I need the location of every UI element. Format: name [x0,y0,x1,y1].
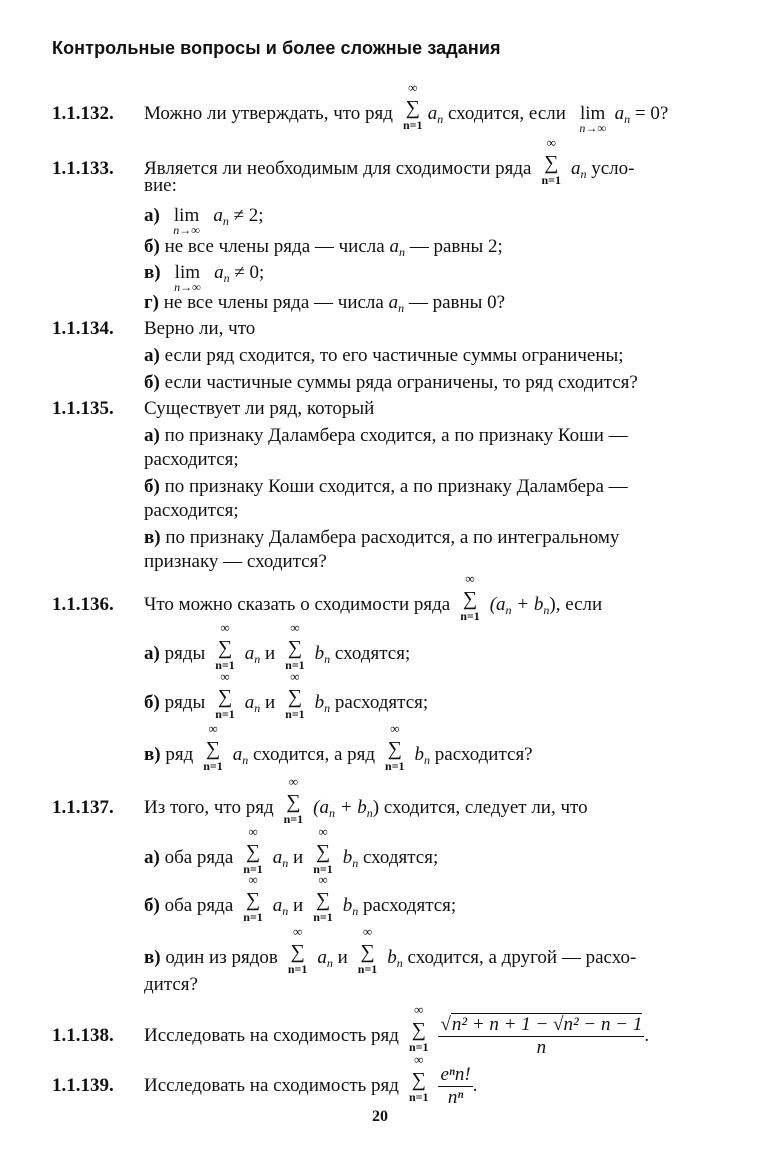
item-137-v: в) один из рядов ∞ ∑ n=1 $a_n$ и ∞ ∑ n=1 $b_n$ сходится, а другой — расхо- [144,924,637,976]
item-133-a: а) lim n→∞ $a_n \ne 2$; [144,205,264,237]
problem-1-1-134: 1.1.134. Верно ли, что [52,318,256,339]
item-135-b: б) по признаку Коши сходится, а по признаку Даламбера — [144,476,628,497]
problem-1-1-132: 1.1.132. Можно ли утверждать, что ряд ∞ ∑ n=1 $a_n$ сходится, если lim n→∞ $a_n = 0$? [52,80,669,135]
item-135-v-cont: признаку — сходится? [144,551,327,572]
sum-symbol: ∞ ∑ n=1 [541,135,561,187]
problem-1-1-137: 1.1.137. Из того, что ряд ∞ ∑ n=1 $(a_n + b_n)$ сходится, следует ли, что [52,774,588,826]
item-133-g: г) не все члены ряда — числа $a_n$ — равны 0? [144,292,506,315]
item-135-b-cont: расходится; [144,500,239,521]
problem-1-1-138: 1.1.138. Исследовать на сходимость ряд ∞ ∑ n=1 $\frac{\text{√n² + n + 1 − √n² − n − 1}}{n}$ . [52,1002,650,1058]
section-heading: Контрольные вопросы и более сложные задания [52,38,501,58]
item-133-b: б) не все члены ряда — числа $a_n$ — равны 2; [144,236,503,259]
item-135-v: в) по признаку Даламбера расходится, а по интегральному [144,527,620,548]
problem-1-1-133-cont: вие: [144,175,177,196]
item-136-a: а) ряды ∞ ∑ n=1 $a_n$ и ∞ ∑ n=1 $b_n$ сходятся; [144,620,411,672]
item-135-a-cont: расходится; [144,449,239,470]
problem-1-1-133: 1.1.133. Является ли необходимым для сходимости ряда ∞ ∑ n=1 $a_n$ усло- [52,135,635,187]
item-136-v: в) ряд ∞ ∑ n=1 $a_n$ сходится, а ряд ∞ ∑ n=1 $b_n$ расходится? [144,721,533,773]
page-number: 20 [372,1108,388,1125]
item-135-a: а) по признаку Даламбера сходится, а по признаку Коши — [144,425,628,446]
problem-1-1-139: 1.1.139. Исследовать на сходимость ряд ∞ ∑ n=1 $\frac{\text{eⁿn!}}{\text{nⁿ}}$ . [52,1052,478,1108]
item-137-b: б) оба ряда ∞ ∑ n=1 $a_n$ и ∞ ∑ n=1 $b_n$ расходятся; [144,872,457,924]
fraction-138: $\frac{\text{√n² + n + 1 − √n² − n − 1}}{n}$ [440,1014,643,1058]
item-136-b: б) ряды ∞ ∑ n=1 $a_n$ и ∞ ∑ n=1 $b_n$ расходятся; [144,669,429,721]
item-137-v-cont: дится? [144,974,198,995]
fraction-139: $\frac{\text{eⁿn!}}{\text{nⁿ}}$ [440,1064,471,1108]
problem-1-1-135: 1.1.135. Существует ли ряд, который [52,398,375,419]
sum-symbol: ∞ ∑ n=1 [402,80,423,132]
problem-1-1-136: 1.1.136. Что можно сказать о сходимости ряда ∞ ∑ n=1 $(a_n + b_n)$, если [52,571,603,623]
item-134-b: б) если частичные суммы ряда ограничены, то ряд сходится? [144,372,638,393]
item-133-v: в) lim n→∞ $a_n \ne 0$; [144,262,265,294]
item-137-a: а) оба ряда ∞ ∑ n=1 $a_n$ и ∞ ∑ n=1 $b_n$ сходятся; [144,824,439,876]
item-134-a: а) если ряд сходится, то его частичные суммы ограничены; [144,345,624,366]
lim-expr: lim n→∞ [579,103,606,135]
